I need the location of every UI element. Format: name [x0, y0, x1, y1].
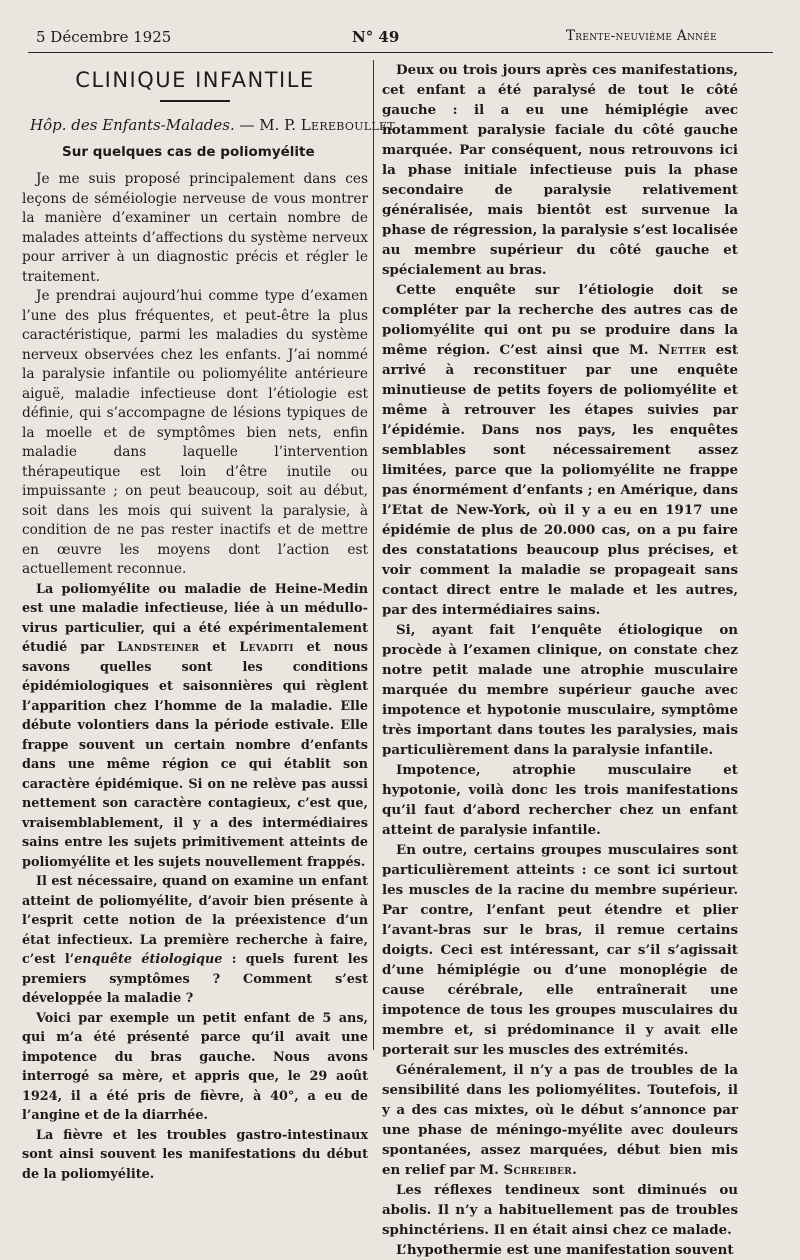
enquete-etiologique: enquête étiologique	[74, 952, 223, 967]
column-divider	[373, 60, 374, 1050]
left-paragraph-2: Je prendrai aujourd’hui comme type d’examen l’une des plus fréquentes, et peut-être la plus caractéristique, parmi les maladies du système nerveux observées chez les enfants. J’ai nommé la paralysie infantile ou poliomyélite antérieure aiguë, maladie infectieuse dont l’étiologie est définie, qui s’accompagne de lésions typiques de la moelle et de symptômes bien nets, enfin maladie dans laquelle l’intervention thérapeutique est loin d’être inutile ou impuissante ; on peut beaucoup, soit au début, soit dans les mois qui suivent la paralysie, à condition de ne pas rester inactifs et de mettre en œuvre les moyens dont l’action est actuellement reconnue.	[22, 288, 368, 577]
right-paragraph-3: Si, ayant fait l’enquête étiologique on procède à l’examen clinique, on constate chez notre petit malade une atrophie musculaire marquée du membre supérieur gauche avec impotence et hypotonie musculaire, symptôme très important dans toutes les paralysies, mais particulièrement dans la paralysie infantile.	[382, 622, 738, 758]
left-paragraph-1: Je me suis proposé principalement dans ces leçons de séméiologie nerveuse de vous montrer la manière d’examiner un certain nombre de malades atteints d’affections du système nerveux pour arriver à un diagnostic précis et régler le traitement.	[22, 171, 368, 285]
name-landsteiner: Landsteiner	[117, 640, 200, 655]
right-paragraph-6	[382, 1060, 738, 1180]
volume-year: Trente-neuvième Année	[566, 28, 718, 44]
left-paragraph-3	[22, 580, 368, 873]
byline-author: Lereboullet	[300, 116, 395, 134]
right-p2-text-b: est arrivé à reconstituer par une enquête minutieuse de petits foyers de poliomyélite et même à retrouver les étapes suivies par l’épidémie. Dans nos pays, les enquêtes semblables sont nécessairement assez limitées, parce que la poliomyélite ne frappe pas énormément d’enfants ; en Amérique, dans l’Etat de New-York, où il y a eu en 1917 une épidémie de plus de 20.000 cas, on a pu faire des constatations beaucoup plus précises, et voir comment la maladie se propageait sans contact direct entre le malade et les autres, par des intermédiaires sains.	[382, 342, 739, 618]
right-p2-text-a: Cette enquête sur l’étiologie doit se compléter par la recherche des autres cas de poliomyélite qui ont pu se produire dans la même région. C’est ainsi que M.	[382, 282, 738, 358]
right-paragraph-2	[382, 280, 738, 620]
issue-number: N° 49	[352, 28, 400, 46]
byline-hospital: Hôp. des Enfants-Malades.	[30, 116, 235, 134]
right-paragraph-8: L’hypothermie est une manifestation souvent	[396, 1242, 734, 1258]
byline	[30, 116, 395, 134]
left-paragraph-5: Voici par exemple un petit enfant de 5 ans, qui m’a été présenté parce qu’il avait une impotence du bras gauche. Nous avons interrogé sa mère, et appris que, le 29 août 1924, il a été pris de fièvre, à 40°, a eu de l’angine et de la diarrhée.	[22, 1010, 368, 1123]
right-paragraph-4: Impotence, atrophie musculaire et hypotonie, voilà donc les trois manifestations qu’il faut d’abord rechercher chez un enfant atteint de paralysie infantile.	[382, 762, 738, 838]
left-column	[22, 60, 395, 1184]
right-paragraph-7: Les réflexes tendineux sont diminués ou abolis. Il n’y a habituellement pas de troubles sphinctériens. Il en était ainsi chez ce malade.	[382, 1182, 738, 1238]
left-p4-text-a: Il est nécessaire, quand on examine un enfant atteint de poliomyélite, d’avoir bien présente à l’esprit cette notion de la préexistence d’un état infectieux. La première recherche à faire, c’est l’	[22, 874, 368, 967]
right-p6-text-b: .	[572, 1162, 577, 1178]
name-schreiber: Schreiber	[503, 1162, 573, 1178]
left-paragraph-4	[22, 872, 368, 1009]
left-p4-text-b: : quels furent les premiers symptômes ? Comment s’est développée la maladie ?	[22, 952, 368, 1006]
left-p3-text-c: et nous savons quelles sont les conditions épidémiologiques et saisonnières qui règlent l’apparition chez l’homme de la maladie. Elle débute volontiers dans la période estivale. Elle frappe souvent un certain nombre d’enfants dans une même région ce qui établit son caractère épidémique. Si on ne relève pas aussi nettement son caractère contagieux, c’est que, vraisemblablement, il y a des intermédiaires sains entre les sujets primitivement atteints de poliomyélite et les sujets nouvellement frappés.	[22, 640, 368, 870]
name-netter: Netter	[658, 342, 707, 358]
left-paragraph-6: La fièvre et les troubles gastro-intestinaux sont ainsi souvent les manifestations du début de la poliomyélite.	[22, 1127, 368, 1182]
issue-date: 5 Décembre 1925	[36, 28, 172, 46]
header-rule	[28, 52, 773, 53]
right-p6-text-a: Généralement, il n’y a pas de troubles de la sensibilité dans les poliomyélites. Toutefois, il y a des cas mixtes, où le début s’annonce par une phase de méningo-myélite avec douleurs spontanées, assez marquées, début bien mis en relief par M.	[382, 1062, 738, 1178]
left-p3-text-b: et	[199, 640, 240, 655]
byline-dash: — M. P.	[234, 116, 301, 134]
right-paragraph-1: Deux ou trois jours après ces manifestations, cet enfant a été paralysé de tout le côté gauche : il a eu une hémiplégie avec notamment paralysie faciale du côté gauche marquée. Par conséquent, nous retrouvons ici la phase initiale infectieuse puis la phase secondaire de paralysie relativement généralisée, mais bientôt est survenue la phase de régression, la paralysie s’est localisée au membre supérieur du côté gauche et spécialement au bras.	[382, 62, 738, 278]
article-title: Sur quelques cas de poliomyélite	[62, 144, 315, 160]
section-title: CLINIQUE INFANTILE	[75, 68, 315, 92]
section-title-rule	[160, 100, 230, 102]
right-column	[382, 60, 738, 1260]
right-paragraph-5: En outre, certains groupes musculaires sont particulièrement atteints : ce sont ici surtout les muscles de la racine du membre supérieur. Par contre, l’enfant peut étendre et plier l’avant-bras sur le bras, il remue certains doigts. Ceci est intéressant, car s’il s’agissait d’une hémiplégie ou d’une monoplégie de cause cérébrale, elle entraînerait une impotence de tous les groupes musculaires du membre et, si prédominance il y avait elle porterait sur les muscles des extrémités.	[382, 842, 738, 1058]
name-levaditi: Levaditi	[239, 640, 294, 655]
left-p3-text-a: La poliomyélite ou maladie de Heine-Medin est une maladie infectieuse, liée à un médullo-virus particulier, qui a été expérimentalement étudié par	[22, 581, 368, 655]
